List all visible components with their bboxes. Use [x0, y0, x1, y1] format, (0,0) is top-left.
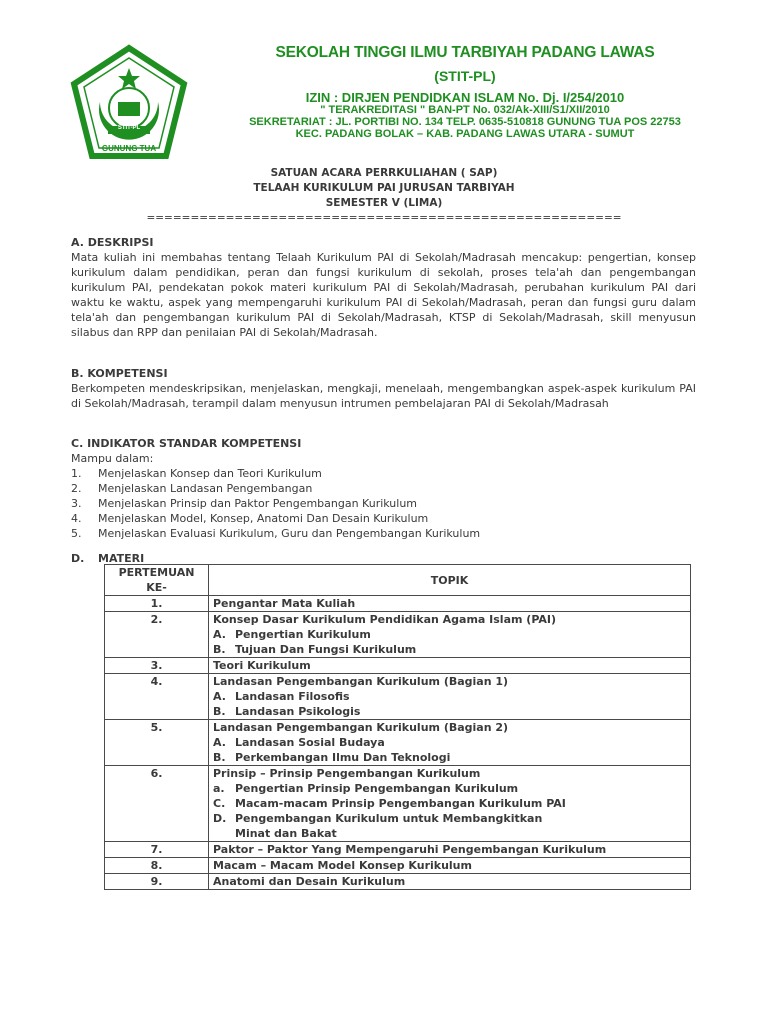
institution-abbreviation: (STIT-PL) — [434, 68, 496, 84]
section-kompetensi — [71, 366, 696, 411]
title-line-3: SEMESTER V (LIMA) — [325, 197, 443, 209]
table-row: 1. Pengantar Mata Kuliah — [105, 596, 691, 612]
indikator-heading: C. INDIKATOR STANDAR KOMPETENSI — [71, 437, 302, 450]
permit-line: IZIN : DIRJEN PENDIDKAN ISLAM No. Dj. I/254/2010 — [305, 90, 625, 105]
indikator-intro: Mampu dalam: — [71, 452, 154, 465]
table-row: 7. Paktor – Paktor Yang Mempengaruhi Pengembangan Kurikulum — [105, 842, 691, 858]
accreditation-line: " TERAKREDITASI " BAN-PT No. 032/Ak-XIII/S1/XII/2010 — [320, 104, 610, 116]
district-line: KEC. PADANG BOLAK – KAB. PADANG LAWAS UTARA - SUMUT — [295, 128, 635, 140]
table-row: 5. Landasan Pengembangan Kurikulum (Bagian 2) A. Landasan Sosial Budaya B. Perkembangan Ilmu Dan Teknologi — [105, 720, 691, 766]
title-line-1: SATUAN ACARA PERRKULIAHAN ( SAP) — [270, 167, 498, 179]
table-row: 9. Anatomi dan Desain Kurikulum — [105, 874, 691, 890]
secretariat-line: SEKRETARIAT : JL. PORTIBI NO. 134 TELP. 0635-510818 GUNUNG TUA POS 22753 — [249, 116, 681, 128]
table-row: 4. Landasan Pengembangan Kurikulum (Bagian 1) A. Landasan Filosofis B. Landasan Psikologis — [105, 674, 691, 720]
table-row: 2. Konsep Dasar Kurikulum Pendidikan Agama Islam (PAI) A. Pengertian Kurikulum B. Tujuan Dan Fungsi Kurikulum — [105, 612, 691, 658]
materi-table — [104, 564, 691, 890]
logo-abbr: STIT-PL — [117, 125, 141, 131]
table-row: 3. Teori Kurikulum — [105, 658, 691, 674]
institution-name: SEKOLAH TINGGI ILMU TARBIYAH PADANG LAWAS — [275, 44, 655, 61]
col-topik: TOPIK — [209, 565, 691, 596]
list-item: 5. Menjelaskan Evaluasi Kurikulum, Guru dan Pengembangan Kurikulum — [71, 527, 481, 540]
kompetensi-heading: B. KOMPETENSI — [71, 367, 168, 380]
list-item: 1. Menjelaskan Konsep dan Teori Kurikulum — [71, 467, 322, 480]
col-pertemuan: PERTEMUAN KE- — [105, 565, 209, 596]
institution-logo — [68, 44, 190, 166]
title-rule: ====================================================== — [146, 212, 622, 224]
table-row: 6. Prinsip – Prinsip Pengembangan Kurikulum a. Pengertian Prinsip Pengembangan Kurikulum C. Macam-macam Prinsip Pengembangan Kurikulum PAI D. Pengembangan Kurikulum untuk Membangkitkan Minat dan Bakat — [105, 766, 691, 842]
indikator-list — [71, 466, 696, 541]
document-title — [0, 166, 768, 226]
list-item: 4. Menjelaskan Model, Konsep, Anatomi Dan Desain Kurikulum — [71, 512, 429, 525]
table-header-row — [105, 565, 691, 596]
table-row: 8. Macam – Macam Model Konsep Kurikulum — [105, 858, 691, 874]
list-item: 2. Menjelaskan Landasan Pengembangan — [71, 482, 313, 495]
logo-caption: GUNUNG TUA — [101, 144, 157, 153]
section-indikator — [71, 436, 696, 541]
section-deskripsi — [71, 235, 696, 340]
deskripsi-text: Mata kuliah ini membahas tentang Telaah Kurikulum PAI di Sekolah/Madrasah mencakup: pengertian, konsep kurikulum dalam pendidikan, peran dan fungsi kurikulum di sekolah, proses tela'ah dan pengembangan kurikulum PAI, pendekatan pokok materi kurikulum PAI di Sekolah/Madrasah, perubahan kurikulum PAI dari waktu ke waktu, aspek yang mempengaruhi kurikulum PAI di Sekolah/Madrasah, peran dan fungsi guru dalam tela'ah dan pengembangan kurikulum PAI di Sekolah/Madrasah, KTSP di Sekolah/Madrasah, skill menyusun silabus dan RPP dan penilaian PAI di Sekolah/Madrasah. — [71, 251, 696, 339]
materi-heading: D. MATERI — [71, 552, 145, 565]
list-item: 3. Menjelaskan Prinsip dan Paktor Pengembangan Kurikulum — [71, 497, 418, 510]
kompetensi-text: Berkompeten mendeskripsikan, menjelaskan, mengkaji, menelaah, mengembangkan aspek-aspek kurikulum PAI di Sekolah/Madrasah, terampil dalam menyusun intrumen pembelajaran PAI di Sekolah/Madrasah — [71, 382, 696, 410]
title-line-2: TELAAH KURIKULUM PAI JURUSAN TARBIYAH — [253, 182, 515, 194]
deskripsi-heading: A. DESKRIPSI — [71, 236, 154, 249]
